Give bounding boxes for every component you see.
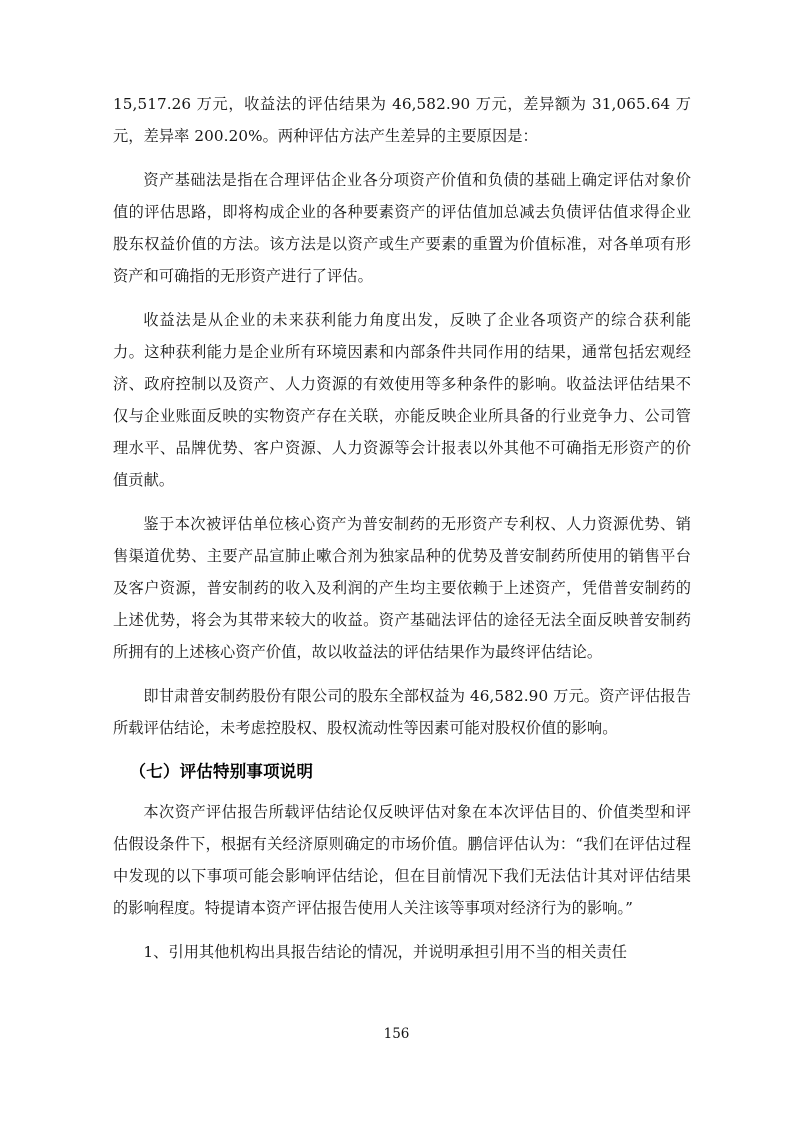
paragraph-asset-based-method: 资产基础法是指在合理评估企业各分项资产价值和负债的基础上确定评估对象价值的评估思路，即将构成企业的各种要素资产的评估值加总减去负债评估值求得企业股东权益价值的方法。该方法是以资产或生产要素的重置为价值标准，对各单项有形资产和可确指的无形资产进行了评估。 [113, 171, 691, 285]
paragraph-special-matters-statement: 本次资产评估报告所载评估结论仅反映评估对象在本次评估目的、价值类型和评估假设条件下，根据有关经济原则确定的市场价值。鹏信评估认为：“我们在评估过程中发现的以下事项可能会影响评估结论，但在目前情况下我们无法估计其对评估结果的影响程度。特提请本资产评估报告使用人关注该等事项对经济行为的影响。” [113, 803, 691, 917]
paragraph-equity-value: 即甘肃普安制药股份有限公司的股东全部权益为 46,582.90 万元。资产评估报告所载评估结论，未考虑控股权、股权流动性等因素可能对股权价值的影响。 [113, 687, 691, 737]
paragraph-spacer [113, 924, 691, 936]
paragraph-spacer [113, 668, 691, 680]
paragraph-spacer [113, 744, 691, 756]
paragraph-spacer [113, 496, 691, 508]
section-heading-special-matters: （七）评估特别事项说明 [129, 762, 314, 781]
paragraph-item-1-citation: 1、引用其他机构出具报告结论的情况，并说明承担引用不当的相关责任 [143, 943, 628, 961]
paragraph-spacer [113, 152, 691, 164]
paragraph-core-assets-conclusion: 鉴于本次被评估单位核心资产为普安制药的无形资产专利权、人力资源优势、销售渠道优势、主要产品宣肺止嗽合剂为独家品种的优势及普安制药所使用的销售平台及客户资源，普安制药的收入及利润的产生均主要依赖于上述资产，凭借普安制药的上述优势，将会为其带来较大的收益。资产基础法评估的途径无法全面反映普安制药所拥有的上述核心资产价值，故以收益法的评估结果作为最终评估结论。 [113, 515, 691, 661]
paragraph-valuation-difference: 15,517.26 万元，收益法的评估结果为 46,582.90 万元，差异额为 31,065.64 万元，差异率 200.20%。两种评估方法产生差异的主要原因是： [113, 95, 691, 145]
page-content [113, 88, 691, 968]
page-number: 156 [383, 1026, 410, 1042]
heading-spacer [113, 788, 691, 796]
paragraph-spacer [113, 292, 691, 304]
paragraph-income-method: 收益法是从企业的未来获利能力角度出发，反映了企业各项资产的综合获利能力。这种获利能力是企业所有环境因素和内部条件共同作用的结果，通常包括宏观经济、政府控制以及资产、人力资源的有效使用等多种条件的影响。收益法评估结果不仅与企业账面反映的实物资产存在关联，亦能反映企业所具备的行业竞争力、公司管理水平、品牌优势、客户资源、人力资源等会计报表以外其他不可确指无形资产的价值贡献。 [113, 311, 691, 489]
